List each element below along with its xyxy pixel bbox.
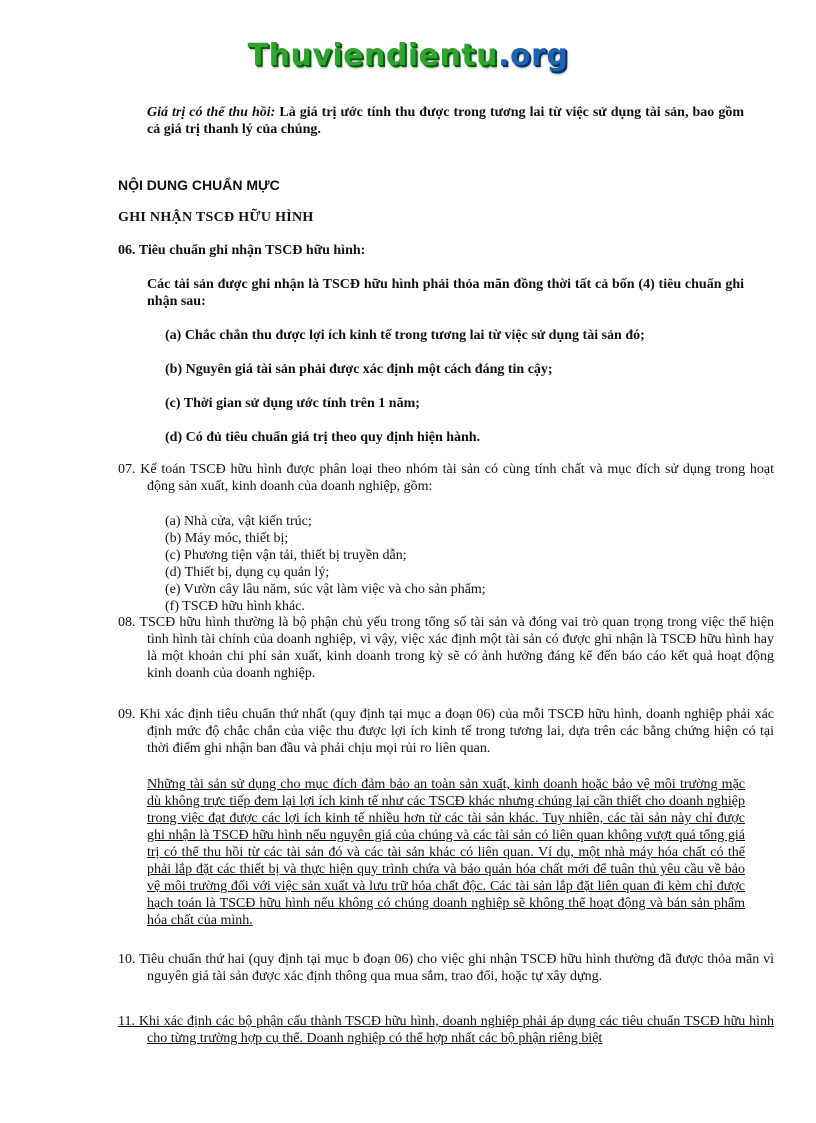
list-item: (d) Thiết bị, dụng cụ quản lý;	[165, 565, 330, 580]
section-10-paragraph: 10. Tiêu chuẩn thứ hai (quy định tại mục b đoạn 06) cho việc ghi nhận TSCĐ hữu hình thường đã được thỏa mãn vì nguyên giá tài sản được xác định thông qua mua sắm, trao đổi, hoặc tự xây dựng.	[118, 952, 774, 984]
list-item: (b) Máy móc, thiết bị;	[165, 531, 289, 546]
section-08-paragraph: 08. TSCĐ hữu hình thường là bộ phận chủ yếu trong tổng số tài sản và đóng vai trò quan trọng trong việc thể hiện tình hình tài chính của doanh nghiệp, vì vậy, việc xác định một tài sản có được ghi nhận là TSCĐ hữu hình hay là một khoản chi phí sản xuất, kinh doanh trong kỳ sẽ có ảnh hưởng đáng kể đến báo cáo kết quả hoạt động kinh doanh của doanh nghiệp.	[118, 615, 774, 681]
section-07-paragraph: 07. Kế toán TSCĐ hữu hình được phân loại theo nhóm tài sản có cùng tính chất và mục đích sử dụng trong hoạt động sản xuất, kinh doanh của doanh nghiệp, gồm:	[118, 462, 774, 494]
criterion-d: (d) Có đủ tiêu chuẩn giá trị theo quy định hiện hành.	[165, 430, 481, 445]
definition-text: Là giá trị ước tính thu được trong tương lai từ việc sử dụng tài sản, bao gồm cả giá trị thanh lý của chúng.	[147, 105, 744, 137]
definition-term: Giá trị có thể thu hồi:	[147, 105, 276, 120]
asset-class-list	[165, 513, 745, 615]
criterion-a: (a) Chắc chắn thu được lợi ích kinh tế trong tương lai từ việc sử dụng tài sản đó;	[165, 328, 645, 343]
site-logo	[0, 38, 816, 73]
heading-section-06: 06. Tiêu chuẩn ghi nhận TSCĐ hữu hình:	[118, 243, 366, 258]
criterion-b: (b) Nguyên giá tài sản phải được xác định một cách đáng tin cậy;	[165, 362, 553, 377]
section-09-underlined-paragraph: Những tài sản sử dụng cho mục đích đảm bảo an toàn sản xuất, kinh doanh hoặc bảo vệ môi trường mặc dù không trực tiếp đem lại lợi ích kinh tế như các TSCĐ khác nhưng chúng lại cần thiết cho doanh nghiệp trong việc đạt được các lợi ích kinh tế nhiều hơn từ các tài sản khác. Tuy nhiên, các tài sản này chỉ được ghi nhận là TSCĐ hữu hình nếu nguyên giá của chúng và các tài sản có liên quan không vượt quá tổng giá trị có thể thu hồi từ các tài sản đó và các tài sản khác có liên quan. Ví dụ, một nhà máy hóa chất có thể phải lắp đặt các thiết bị và thực hiện quy trình chứa và bảo quản hóa chất mới để tuân thủ yêu cầu về bảo vệ môi trường đối với việc sản xuất và lưu trữ hóa chất độc. Các tài sản lắp đặt liên quan đi kèm chỉ được hạch toán là TSCĐ hữu hình nếu không có chúng doanh nghiệp sẽ không thể hoạt động và bán sản phẩm hóa chất của mình.	[147, 777, 745, 928]
criterion-c: (c) Thời gian sử dụng ước tính trên 1 năm;	[165, 396, 420, 411]
list-item: (c) Phương tiện vận tải, thiết bị truyền dẫn;	[165, 548, 407, 563]
list-item: (a) Nhà cửa, vật kiến trúc;	[165, 514, 312, 529]
section-06-intro: Các tài sản được ghi nhận là TSCĐ hữu hình phải thỏa mãn đồng thời tất cả bốn (4) tiêu chuẩn ghi nhận sau:	[147, 277, 744, 309]
section-09-paragraph: 09. Khi xác định tiêu chuẩn thứ nhất (quy định tại mục a đoạn 06) của mỗi TSCĐ hữu hình, doanh nghiệp phải xác định mức độ chắc chắn của việc thu được lợi ích kinh tế trong tương lai, dựa trên các bằng chứng hiện có tại thời điểm ghi nhận ban đầu và phải chịu mọi rủi ro liên quan.	[118, 707, 774, 756]
logo-main-text: Thuviendientu	[247, 38, 499, 73]
logo-tld-text: .org	[498, 38, 569, 73]
heading-recognition: GHI NHẬN TSCĐ HỮU HÌNH	[118, 210, 314, 225]
list-item: (e) Vườn cây lâu năm, súc vật làm việc và cho sản phẩm;	[165, 582, 486, 597]
section-11-paragraph: 11. Khi xác định các bộ phận cấu thành TSCĐ hữu hình, doanh nghiệp phải áp dụng các tiêu chuẩn TSCĐ hữu hình cho từng trường hợp cụ thể. Doanh nghiệp có thể hợp nhất các bộ phận riêng biệt	[118, 1014, 774, 1046]
heading-content-standard: NỘI DUNG CHUẨN MỰC	[118, 177, 280, 193]
definition-paragraph	[147, 104, 744, 138]
list-item: (f) TSCĐ hữu hình khác.	[165, 599, 305, 614]
